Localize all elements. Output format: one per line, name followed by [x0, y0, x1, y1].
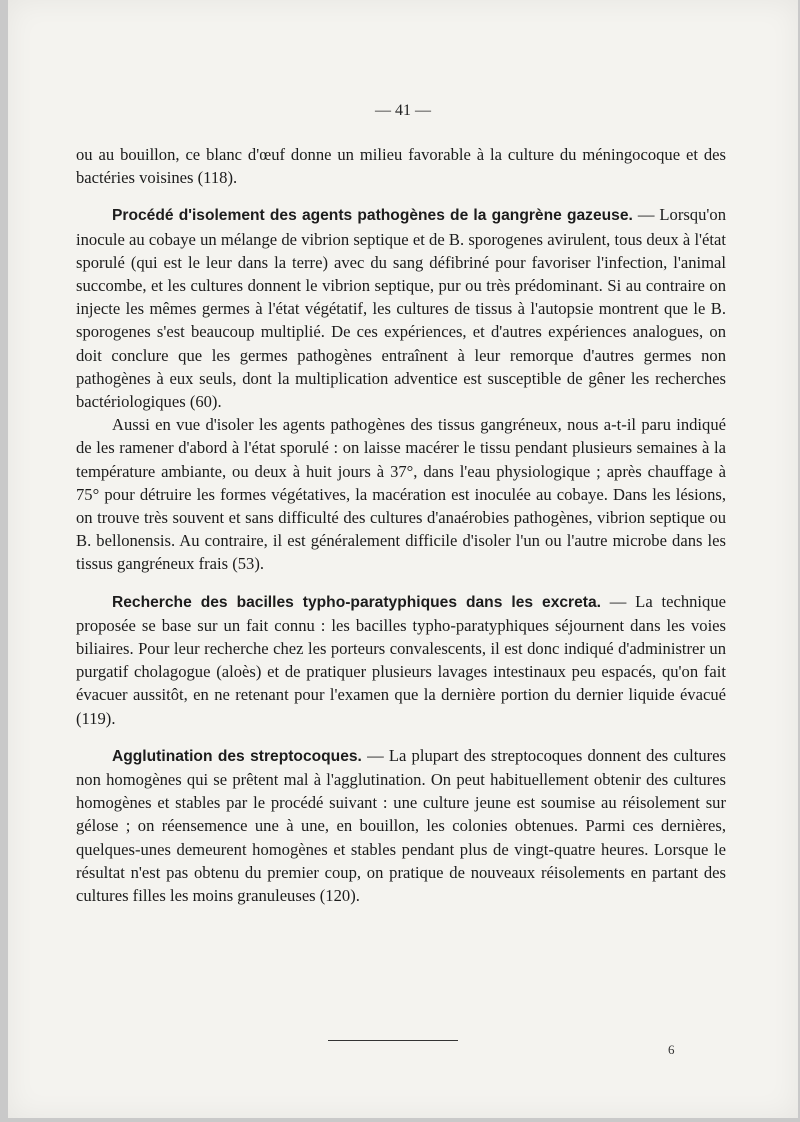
paragraph-text: Aussi en vue d'isoler les agents pathogènes des tissus gangréneux, nous a-t-il paru indiqué de les ramener d'abord à l'état sporulé : on laisse macérer le tissu pendant plusieurs semaines à la température ambiante, ou deux à huit jours à 37°, dans l'eau physiologique ; après chauffage à 75° pour détruire les formes végétatives, la macération est inoculée au cobaye. Dans les lésions, on trouve très souvent et sans difficulté des cultures d'anaérobies pathogènes, vibrion septique ou B. bellonensis. Au contraire, il est généralement difficile d'isoler l'un ou l'autre microbe dans les tissus gangréneux frais (53).	[76, 415, 726, 574]
paragraph-text: — La plupart des streptocoques donnent des cultures non homogènes qui se prêtent mal à l'agglutination. On peut habituellement obtenir des cultures homogènes et stables par le procédé suivant : une culture jeune est soumise au réisolement sur gélose ; on réensemence une à une, en bouillon, les colonies obtenues. Parmi ces dernières, quelques-unes demeurent homogènes et stables pendant plus de vingt-quatre heures. Lorsque le résultat n'est pas obtenu du premier coup, on pratique de nouveaux réisolements en partant des cultures filles les moins granuleuses (120).	[76, 745, 726, 906]
paragraph-text: ou au bouillon, ce blanc d'œuf donne un milieu favorable à la culture du méningocoque et des bactéries voisines (118).	[76, 145, 726, 188]
scanned-page	[8, 0, 798, 1118]
paragraph-streptococci	[76, 744, 726, 907]
page-number: — 41 —	[375, 102, 431, 119]
section-heading: Recherche des bacilles typho-paratyphiques dans les excreta.	[112, 593, 601, 611]
closing-rule	[328, 1040, 458, 1041]
paragraph-gangrene-method	[76, 413, 726, 575]
paragraph-typho-paratyphoid	[76, 590, 726, 730]
paragraph-continuation	[76, 143, 726, 189]
page-body	[76, 143, 726, 907]
section-heading: Agglutination des streptocoques.	[112, 747, 362, 765]
paragraph-text: — La technique proposée se base sur un fait connu : les bacilles typho-paratyphiques séjournent dans les voies biliaires. Pour leur recherche chez les porteurs convalescents, il est donc indiqué d'administrer un purgatif cholagogue (aloès) et de pratiquer plusieurs lavages intestinaux peu espacés, qu'on fait évacuer aussitôt, en ne retenant pour l'examen que la dernière portion du dernier liquide évacué (119).	[76, 591, 726, 728]
paragraph-text: — Lorsqu'on inocule au cobaye un mélange de vibrion septique et de B. sporogenes avirulent, tous deux à l'état sporulé (qui est le leur dans la terre) avec du sang défibriné pour favoriser l'infection, l'animal succombe, et les cultures donnent le vibrion septique, pur ou très prédominant. Si au contraire on injecte les mêmes germes à l'état végétatif, les cultures de tissus à l'autopsie montrent que le B. sporogenes s'est beaucoup multiplié. De ces expériences, et d'autres expériences analogues, on doit conclure que les germes pathogènes entraînent à leur remorque d'autres germes non pathogènes à eux seuls, dont la multiplication adventice est susceptible de gêner les recherches bactériologiques (60).	[76, 205, 726, 412]
paragraph-gangrene-isolation	[76, 203, 726, 413]
section-heading: Procédé d'isolement des agents pathogènes de la gangrène gazeuse.	[112, 207, 633, 225]
signature-mark: 6	[668, 1042, 675, 1057]
